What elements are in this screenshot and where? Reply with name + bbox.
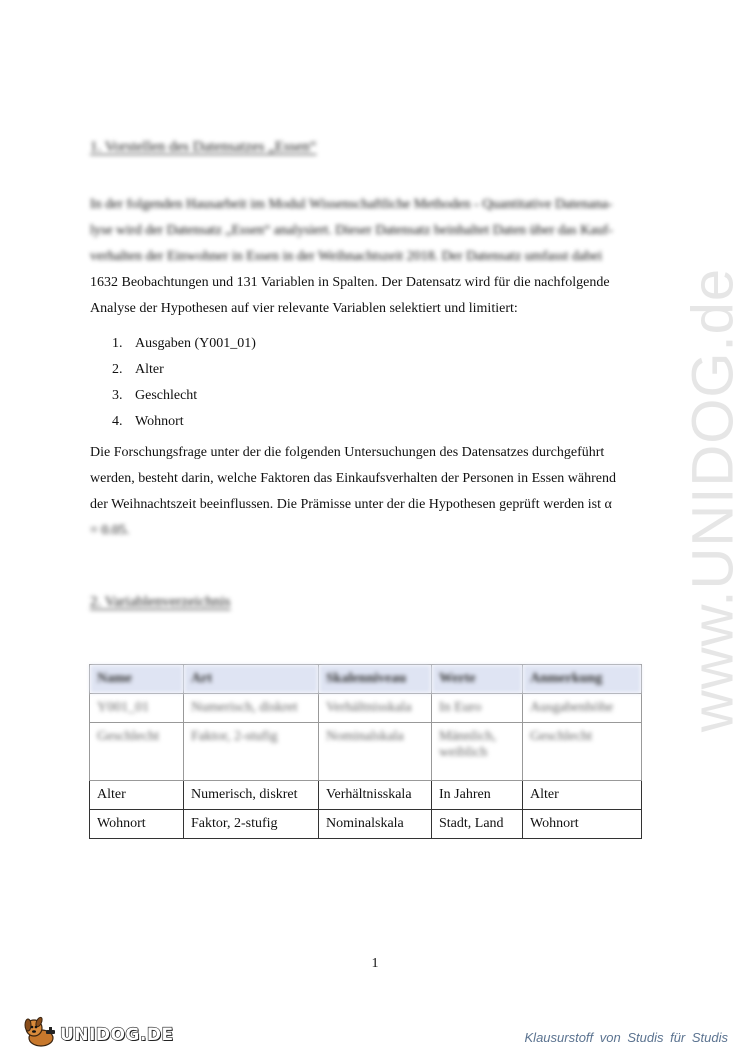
unidog-logo[interactable]: [22, 1016, 174, 1053]
table-cell: Alter: [90, 781, 184, 810]
table-cell: Faktor, 2-stufig: [184, 810, 319, 839]
table-row: [90, 781, 642, 810]
column-header: Werte: [432, 665, 523, 694]
column-header: Name: [90, 665, 184, 694]
watermark: www.UNIDOG.de: [680, 267, 746, 733]
list-item: [112, 409, 256, 435]
table-cell: In Euro: [432, 694, 523, 723]
table-cell: Männlich, weiblich: [432, 723, 523, 781]
research-line: Die Forschungsfrage unter der die folgenden Untersuchungen des Datensatzes durchgeführt: [90, 445, 605, 460]
intro-blurred-line: verhalten der Einwohner in Essen in der Weihnachtszeit 2018. Der Datensatz umfasst dabei: [90, 249, 603, 264]
table-cell: Wohnort: [90, 810, 184, 839]
table-header-row: [90, 665, 642, 694]
list-number: 2.: [112, 362, 123, 377]
list-label: Geschlecht: [135, 388, 198, 403]
section-2-heading: 2. Variablenverzeichnis: [90, 594, 231, 610]
list-label: Alter: [135, 362, 164, 377]
intro-blurred-line: In der folgenden Hausarbeit im Modul Wissenschaftliche Methoden - Quantitative Datenana-: [90, 197, 613, 212]
intro-paragraph: [90, 192, 656, 322]
table-cell: Geschlecht: [90, 723, 184, 781]
table-cell: Wohnort: [523, 810, 642, 839]
table-cell: In Jahren: [432, 781, 523, 810]
column-header: Skalenniveau: [319, 665, 432, 694]
column-header: Anmerkung: [523, 665, 642, 694]
list-number: 3.: [112, 388, 123, 403]
table-cell: Geschlecht: [523, 723, 642, 781]
section-1-heading: 1. Vorstellen des Datensatzes „Essen“: [90, 139, 317, 155]
table-cell: Numerisch, diskret: [184, 694, 319, 723]
table-cell: Verhältnisskala: [319, 694, 432, 723]
list-item: [112, 357, 256, 383]
dog-mascot-icon: [22, 1016, 58, 1053]
logo-text: UNIDOG.DE: [60, 1024, 174, 1045]
research-line: der Weihnachtszeit beeinflussen. Die Prämisse unter der die Hypothesen geprüft werden ist α: [90, 497, 612, 512]
table-cell: Stadt, Land: [432, 810, 523, 839]
intro-line: Analyse der Hypothesen auf vier relevante Variablen selektiert und limitiert:: [90, 301, 518, 316]
intro-line: 1632 Beobachtungen und 131 Variablen in Spalten. Der Datensatz wird für die nachfolgende: [90, 275, 610, 290]
table-row: [90, 810, 642, 839]
research-blurred-line: = 0.05.: [90, 523, 130, 538]
page-number: 1: [371, 956, 379, 971]
column-header: Art: [184, 665, 319, 694]
table-cell: Ausgabenhöhe: [523, 694, 642, 723]
table-cell: Numerisch, diskret: [184, 781, 319, 810]
intro-blurred-line: lyse wird der Datensatz „Essen“ analysiert. Dieser Datensatz beinhaltet Daten über das Kauf-: [90, 223, 613, 238]
table-row: [90, 694, 642, 723]
table-row: [90, 723, 642, 781]
table-cell: Nominalskala: [319, 723, 432, 781]
research-question-paragraph: [90, 440, 656, 544]
list-label: Wohnort: [135, 414, 184, 429]
variables-list: [112, 331, 256, 435]
table-cell: Faktor, 2-stufig: [184, 723, 319, 781]
list-item: [112, 331, 256, 357]
list-number: 4.: [112, 414, 123, 429]
research-line: werden, besteht darin, welche Faktoren das Einkaufsverhalten der Personen in Essen während: [90, 471, 616, 486]
table-cell: Verhältnisskala: [319, 781, 432, 810]
table-cell: Y001_01: [90, 694, 184, 723]
table-cell: Alter: [523, 781, 642, 810]
list-label: Ausgaben (Y001_01): [135, 336, 256, 351]
list-item: [112, 383, 256, 409]
list-number: 1.: [112, 336, 123, 351]
footer-tagline: Klausurstoff von Studis für Studis: [524, 1030, 728, 1045]
variables-table: [89, 664, 642, 839]
table-cell: Nominalskala: [319, 810, 432, 839]
